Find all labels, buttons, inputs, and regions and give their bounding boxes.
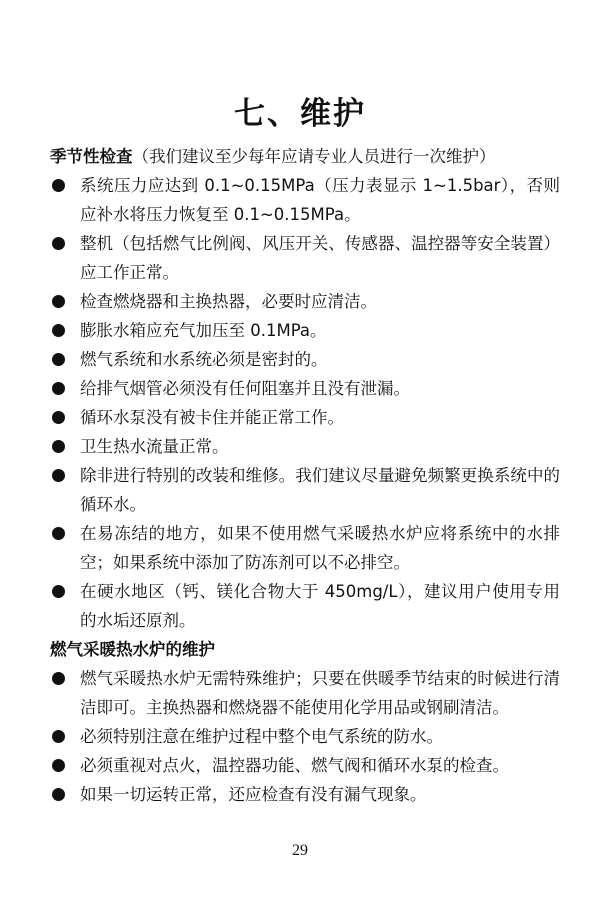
list-item-text: 必须特别注意在维护过程中整个电气系统的防水。 xyxy=(80,727,443,746)
list-item xyxy=(50,751,560,780)
boiler-maintenance-list xyxy=(50,664,560,809)
list-item-text: 整机（包括燃气比例阀、风压开关、传感器、温控器等安全装置）应工作正常。 xyxy=(80,234,560,282)
list-item xyxy=(50,577,560,635)
list-item xyxy=(50,722,560,751)
bullet-icon xyxy=(52,527,65,540)
bullet-icon xyxy=(52,295,65,308)
list-item-text: 必须重视对点火，温控器功能、燃气阀和循环水泵的检查。 xyxy=(80,756,509,775)
list-item-text: 除非进行特别的改装和维修。我们建议尽量避免频繁更换系统中的循环水。 xyxy=(80,466,560,514)
bullet-icon xyxy=(52,469,65,482)
bullet-icon xyxy=(52,353,65,366)
section-heading-text: 季节性检查 xyxy=(50,147,133,166)
list-item-text: 检查燃烧器和主换热器，必要时应清洁。 xyxy=(80,292,377,311)
list-item-text: 如果一切运转正常，还应检查有没有漏气现象。 xyxy=(80,785,427,804)
list-item xyxy=(50,664,560,722)
list-item xyxy=(50,374,560,403)
list-item xyxy=(50,345,560,374)
bullet-icon xyxy=(52,179,65,192)
bullet-icon xyxy=(52,759,65,772)
list-item xyxy=(50,780,560,809)
bullet-icon xyxy=(52,585,65,598)
page-title: 七、维护 xyxy=(234,96,366,132)
bullet-icon xyxy=(52,730,65,743)
list-item xyxy=(50,461,560,519)
section-heading-boiler-maintenance xyxy=(50,636,560,664)
list-item xyxy=(50,403,560,432)
list-item-text: 给排气烟管必须没有任何阻塞并且没有泄漏。 xyxy=(80,379,410,398)
bullet-icon xyxy=(52,411,65,424)
list-item xyxy=(50,316,560,345)
seasonal-inspection-list xyxy=(50,171,560,635)
list-item-text: 在硬水地区（钙、镁化合物大于 450mg/L），建议用户使用专用的水垢还原剂。 xyxy=(80,582,560,630)
list-item-text: 燃气采暖热水炉无需特殊维护；只要在供暖季节结束的时候进行清洁即可。主换热器和燃烧器不能使用化学用品或钢刷清洁。 xyxy=(80,669,560,717)
section-heading-note: （我们建议至少每年应请专业人员进行一次维护） xyxy=(132,147,496,166)
list-item-text: 燃气系统和水系统必须是密封的。 xyxy=(80,350,328,369)
bullet-icon xyxy=(52,237,65,250)
list-item xyxy=(50,229,560,287)
bullet-icon xyxy=(52,324,65,337)
list-item-text: 系统压力应达到 0.1~0.15MPa（压力表显示 1~1.5bar），否则应补水将压力恢复至 0.1~0.15MPa。 xyxy=(80,176,560,224)
list-item xyxy=(50,287,560,316)
list-item xyxy=(50,519,560,577)
list-item xyxy=(50,171,560,229)
page-number: 29 xyxy=(292,842,308,859)
list-item-text: 循环水泵没有被卡住并能正常工作。 xyxy=(80,408,344,427)
list-item-text: 卫生热水流量正常。 xyxy=(80,437,229,456)
list-item-text: 在易冻结的地方，如果不使用燃气采暖热水炉应将系统中的水排空；如果系统中添加了防冻剂可以不必排空。 xyxy=(80,524,560,572)
bullet-icon xyxy=(52,788,65,801)
list-item xyxy=(50,432,560,461)
bullet-icon xyxy=(52,440,65,453)
section-heading-seasonal-inspection xyxy=(50,143,560,171)
content-body xyxy=(50,143,560,809)
bullet-icon xyxy=(52,672,65,685)
section-heading-text: 燃气采暖热水炉的维护 xyxy=(50,640,215,659)
list-item-text: 膨胀水箱应充气加压至 0.1MPa。 xyxy=(80,321,327,340)
bullet-icon xyxy=(52,382,65,395)
